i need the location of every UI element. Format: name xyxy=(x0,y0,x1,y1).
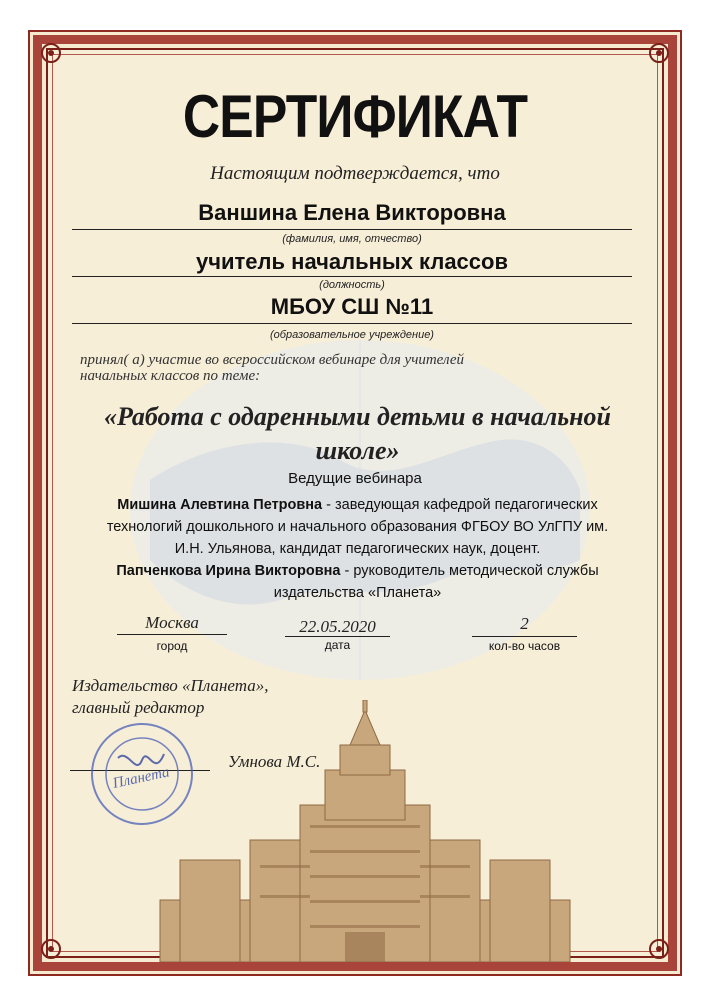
webinar-topic xyxy=(70,400,645,468)
hours-value: 2 xyxy=(520,614,529,633)
leader-1-desc-2: технологий дошкольного и начального образования ФГБОУ ВО УлГПУ им. xyxy=(106,519,609,535)
leader-1-desc-3: И.Н. Ульянова, кандидат педагогических наук, доцент. xyxy=(174,541,541,557)
corner-ornament-bottom-right xyxy=(646,936,672,962)
recipient-name: Ваншина Елена Викторовна xyxy=(198,200,506,225)
leaders-list xyxy=(85,494,630,604)
hours-caption: кол-во часов xyxy=(488,639,561,653)
date-value: 22.05.2020 xyxy=(299,617,376,636)
publisher-line-1: Издательство «Планета», xyxy=(72,676,269,695)
participation-text xyxy=(80,352,550,384)
participation-line-2: начальных классов по теме: xyxy=(80,368,261,384)
publisher-block xyxy=(72,675,332,719)
topic-line-1: «Работа с одаренными детьми в начальной xyxy=(103,402,611,431)
recipient-caption: (фамилия, имя, отчество) xyxy=(282,233,422,245)
leader-1-line-1 xyxy=(85,494,630,516)
position-underline xyxy=(72,276,632,277)
leader-2-desc-1: - руководитель методической службы xyxy=(340,563,599,579)
leader-1-desc-1: - заведующая кафедрой педагогических xyxy=(322,497,598,513)
participation-line-1: принял( а) участие во всероссийском вебинаре для учителей xyxy=(80,352,465,368)
position-value: учитель начальных классов xyxy=(196,249,508,274)
recipient-underline xyxy=(72,229,632,230)
certificate-title: СЕРТИФИКАТ xyxy=(182,83,528,150)
leader-1-name: Мишина Алевтина Петровна xyxy=(117,497,323,513)
date-underline xyxy=(285,636,390,637)
institution-caption: (образовательное учреждение) xyxy=(270,329,434,341)
position-caption: (должность) xyxy=(319,279,385,291)
leader-2-name: Папченкова Ирина Викторовна xyxy=(116,563,341,579)
stamp-text: Планета xyxy=(111,764,171,792)
hours-underline xyxy=(472,636,577,637)
publisher-line-2: главный редактор xyxy=(72,698,205,717)
leader-2-line-1 xyxy=(85,560,630,582)
city-value: Москва xyxy=(145,613,199,632)
leaders-title: Ведущие вебинара xyxy=(288,470,422,487)
signer-name: Умнова М.С. xyxy=(228,752,321,771)
city-underline xyxy=(117,634,227,635)
corner-ornament-bottom-left xyxy=(38,936,64,962)
corner-ornament-top-left xyxy=(38,40,64,66)
city-caption: город xyxy=(156,639,188,653)
topic-line-2: школе» xyxy=(315,436,400,465)
corner-ornament-top-right xyxy=(646,40,672,66)
leader-2-desc-2: издательства «Планета» xyxy=(273,585,442,601)
publisher-stamp-seal xyxy=(88,720,196,828)
date-caption: дата xyxy=(324,638,351,652)
institution-value: МБОУ СШ №11 xyxy=(270,294,434,319)
building-illustration xyxy=(150,700,580,962)
institution-underline xyxy=(72,323,632,324)
intro-text: Настоящим подтверждается, что xyxy=(210,163,500,184)
